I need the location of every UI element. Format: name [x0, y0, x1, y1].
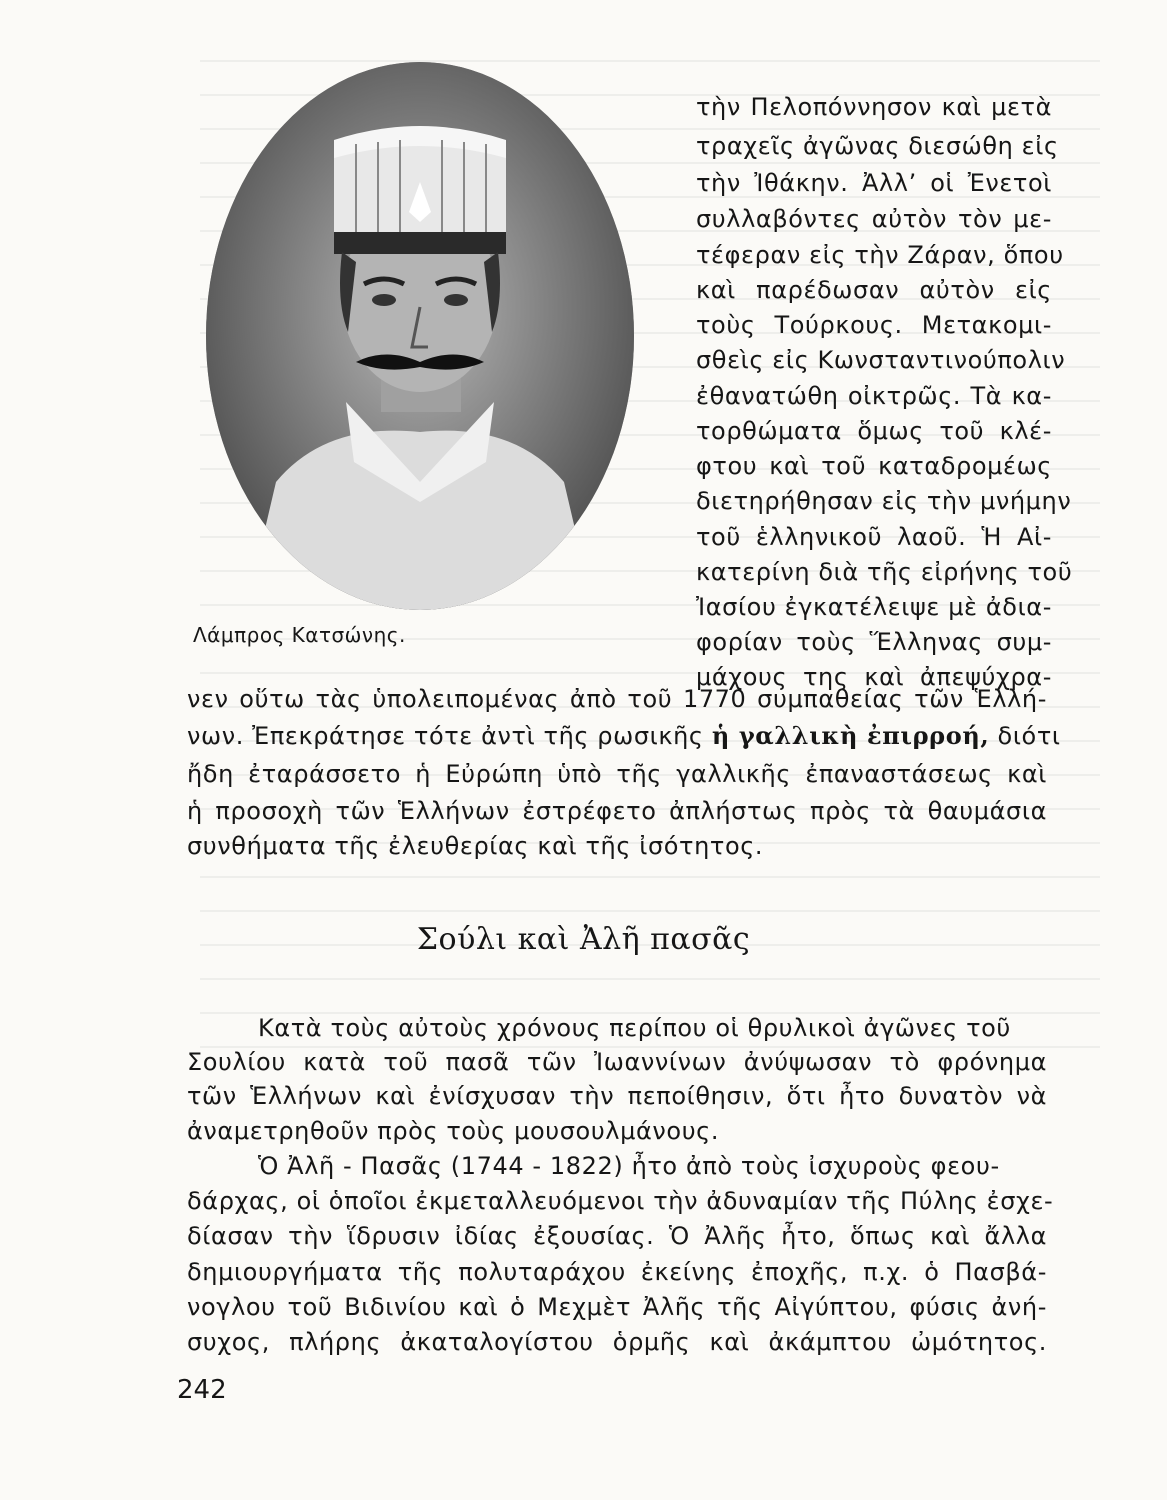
paragraph-line: τῶν Ἑλλήνων καὶ ἐνίσχυσαν τὴν πεποίθησιν, ὅτι ἦτο δυνατὸν νὰ	[187, 1082, 1047, 1110]
column-line: τοῦ ἑλληνικοῦ λαοῦ. Ἡ Αἰ-	[696, 523, 1052, 551]
portrait-image	[206, 62, 634, 610]
column-line: τὴν Πελοπόννησον καὶ μετὰ	[696, 93, 1052, 121]
page-number: 242	[177, 1375, 227, 1405]
column-line: φτου καὶ τοῦ καταδρομέως	[696, 452, 1052, 480]
column-line: τέφεραν εἰς τὴν Ζάραν, ὅπου	[696, 241, 1064, 269]
body-line: συνθήματα τῆς ἐλευθερίας καὶ τῆς ἰσότητος.	[187, 832, 764, 860]
portrait-caption: Λάμπρος Κατσώνης.	[193, 623, 406, 647]
column-line: Ἰασίου ἐγκατέλειψε μὲ ἀδια-	[696, 593, 1052, 621]
body-line: νων. Ἐπεκράτησε τότε ἀντὶ τῆς ρωσικῆς ἡ γαλλικὴ ἐπιρροή, διότι	[187, 721, 1061, 750]
column-line: φορίαν τοὺς Ἕλληνας συμ-	[696, 628, 1052, 656]
paragraph-line: Κατὰ τοὺς αὐτοὺς χρόνους περίπου οἱ θρυλικοὶ ἀγῶνες τοῦ	[258, 1014, 1011, 1042]
column-line: τὴν Ἰθάκην. Ἀλλ’ οἱ Ἐνετοὶ	[696, 169, 1052, 197]
paragraph-line: νογλου τοῦ Βιδινίου καὶ ὁ Μεχμὲτ Ἀλῆς τῆς Αἰγύπτου, φύσις ἀνή-	[187, 1293, 1047, 1321]
column-line: τοὺς Τούρκους. Μετακομι-	[696, 311, 1052, 339]
column-line: συλλαβόντες αὐτὸν τὸν με-	[696, 205, 1052, 233]
column-line: καὶ παρέδωσαν αὐτὸν εἰς	[696, 276, 1052, 304]
column-line: διετηρήθησαν εἰς τὴν μνήμην	[696, 487, 1072, 515]
paragraph-line: Σουλίου κατὰ τοῦ πασᾶ τῶν Ἰωαννίνων ἀνύψωσαν τὸ φρόνημα	[187, 1048, 1047, 1076]
column-line: ἐθανατώθη οἰκτρῶς. Τὰ κα-	[696, 382, 1052, 410]
column-line: κατερίνη διὰ τῆς εἰρήνης τοῦ	[696, 558, 1073, 586]
paragraph-line: δίασαν τὴν ἵδρυσιν ἰδίας ἐξουσίας. Ὁ Ἀλῆς ἦτο, ὅπως καὶ ἄλλα	[187, 1222, 1047, 1250]
section-heading: Σούλι καὶ Ἀλῆ πασᾶς	[416, 922, 751, 957]
paragraph-line: δημιουργήματα τῆς πολυταράχου ἐκείνης ἐποχῆς, π.χ. ὁ Πασβά-	[187, 1258, 1047, 1286]
column-line: τορθώματα ὅμως τοῦ κλέ-	[696, 417, 1052, 445]
paragraph-line: ἀναμετρηθοῦν πρὸς τοὺς μουσουλμάνους.	[187, 1117, 720, 1145]
body-line: ἤδη ἐταράσσετο ἡ Εὐρώπη ὑπὸ τῆς γαλλικῆς ἐπαναστάσεως καὶ	[187, 760, 1047, 788]
column-line: σθεὶς εἰς Κωνσταντινούπολιν	[696, 346, 1066, 374]
paragraph-line: δάρχας, οἱ ὁποῖοι ἐκμεταλλευόμενοι τὴν ἀδυναμίαν τῆς Πύλης ἐσχε-	[187, 1187, 1054, 1215]
paragraph-line: συχος, πλήρης ἀκαταλογίστου ὁρμῆς καὶ ἀκάμπτου ὠμότητος.	[187, 1328, 1047, 1356]
body-line: νεν οὕτω τὰς ὑπολειπομένας ἀπὸ τοῦ 1770 συμπαθείας τῶν Ἑλλή-	[187, 685, 1047, 713]
column-line: τραχεῖς ἀγῶνας διεσώθη εἰς	[696, 132, 1059, 160]
column-line: μάχους της καὶ ἀπεψύχρα-	[696, 663, 1052, 691]
body-line: ἡ προσοχὴ τῶν Ἑλλήνων ἐστρέφετο ἀπλήστως πρὸς τὰ θαυμάσια	[187, 797, 1047, 825]
emphasis-text: ἡ γαλλικὴ ἐπιρροή,	[711, 721, 990, 750]
portrait-drawing	[206, 62, 634, 610]
paragraph-line: Ὁ Ἀλῆ - Πασᾶς (1744 - 1822) ἦτο ἀπὸ τοὺς ἰσχυροὺς φεου-	[258, 1152, 1000, 1180]
